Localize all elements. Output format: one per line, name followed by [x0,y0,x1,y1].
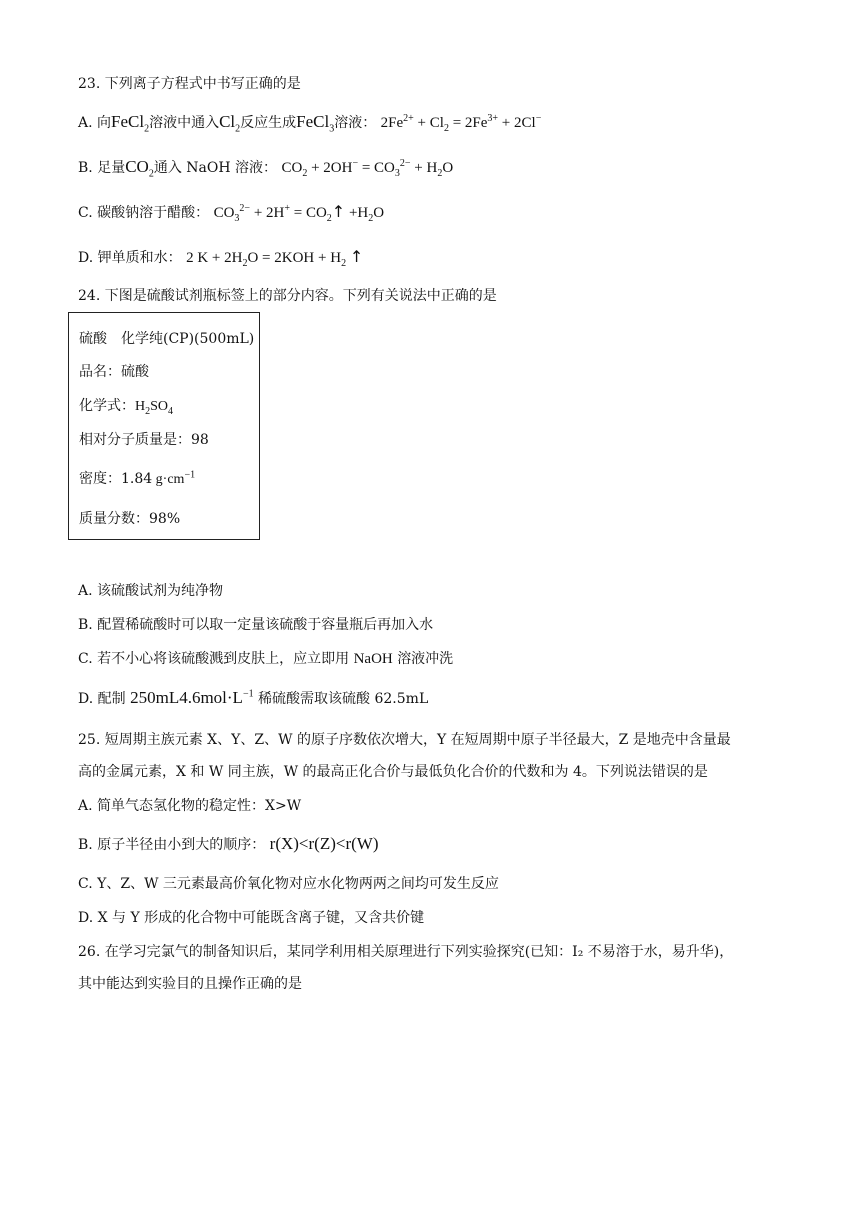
q23-option-b: B. 足量$CO_2$通入 NaOH 溶液： $CO_2 + 2OH^- = CO_3^{2-} + H_2O$ [78,157,454,180]
q25-stem-line1: 25. 短周期主族元素 X、Y、Z、W 的原子序数依次增大，Y 在短周期中原子半径最大，Z 是地壳中含量最 [78,732,731,748]
q23-stem: 23. 下列离子方程式中书写正确的是 [78,76,301,92]
label-line-molar-mass: 相对分子质量是：98 [79,432,209,448]
q24-option-d: D. 配制 $250mL4.6mol\cdot L^{-1}$ 稀硫酸需取该硫酸 62.5mL [78,688,429,707]
q24-option-b: B. 配置稀硫酸时可以取一定量该硫酸于容量瓶后再加入水 [78,617,434,633]
q23-d-equation: 2 $K + 2H_2O = 2KOH + H_2$ ↑ [186,247,364,269]
label-line-grade: 硫酸 化学纯(CP)(500mL) [79,331,255,347]
q23-option-d: D. 钾单质和水： 2 $K + 2H_2O = 2KOH + H_2$ ↑ [78,247,364,269]
label-line-density: 密度：1.84 $g\cdot cm^{-1}$ [79,469,196,487]
q25-option-a: A. 简单气态氢化物的稳定性：X>W [78,798,302,814]
q25-option-b: B. 原子半径由小到大的顺序： r(X)<r(Z)<r(W) [78,834,379,853]
q26-stem-line1: 26. 在学习完氯气的制备知识后，某同学利用相关原理进行下列实验探究(已知：I₂ 不易溶于水，易升华)， [78,944,734,960]
q25-option-c: C. Y、Z、W 三元素最高价氧化物对应水化物两两之间均可发生反应 [78,876,499,892]
label-line-mass-fraction: 质量分数：98% [79,511,181,527]
reagent-label-box [68,312,260,540]
q23-option-c: C. 碳酸钠溶于醋酸： $CO_3^{2-} + 2H^+$ = $CO_2↑ +H_2O$ [78,202,385,224]
q23-b-equation: $CO_2 + 2OH^- = CO_3^{2-} + H_2O$ [281,158,454,179]
q23-option-a: A. 向FeCl$_2$溶液中通入$Cl_2$反应生成FeCl$_3$溶液： $2Fe^{2+} + Cl_2 = 2Fe^{3+} + 2Cl^-$ [78,112,542,135]
q23-a-equation: $2Fe^{2+} + Cl_2 = 2Fe^{3+} + 2Cl^-$ [380,113,542,134]
label-line-name: 品名：硫酸 [79,364,149,380]
q23-c-equation: $CO_3^{2-} + 2H^+$ = $CO_2↑ +H_2O$ [213,202,385,224]
q24-option-c: C. 若不小心将该硫酸溅到皮肤上，应立即用 NaOH 溶液冲洗 [78,651,454,667]
label-line-formula: 化学式：$H_2SO_4$ [79,398,174,417]
q24-option-a: A. 该硫酸试剂为纯净物 [78,583,224,599]
q24-stem: 24. 下图是硫酸试剂瓶标签上的部分内容。下列有关说法中正确的是 [78,288,497,304]
q25-stem-line2: 高的金属元素，X 和 W 同主族，W 的最高正化合价与最低负化合价的代数和为 4。下列说法错误的是 [78,764,708,780]
q26-stem-line2: 其中能达到实验目的且操作正确的是 [78,976,302,992]
q25-option-d: D. X 与 Y 形成的化合物中可能既含离子键，又含共价键 [78,910,425,926]
